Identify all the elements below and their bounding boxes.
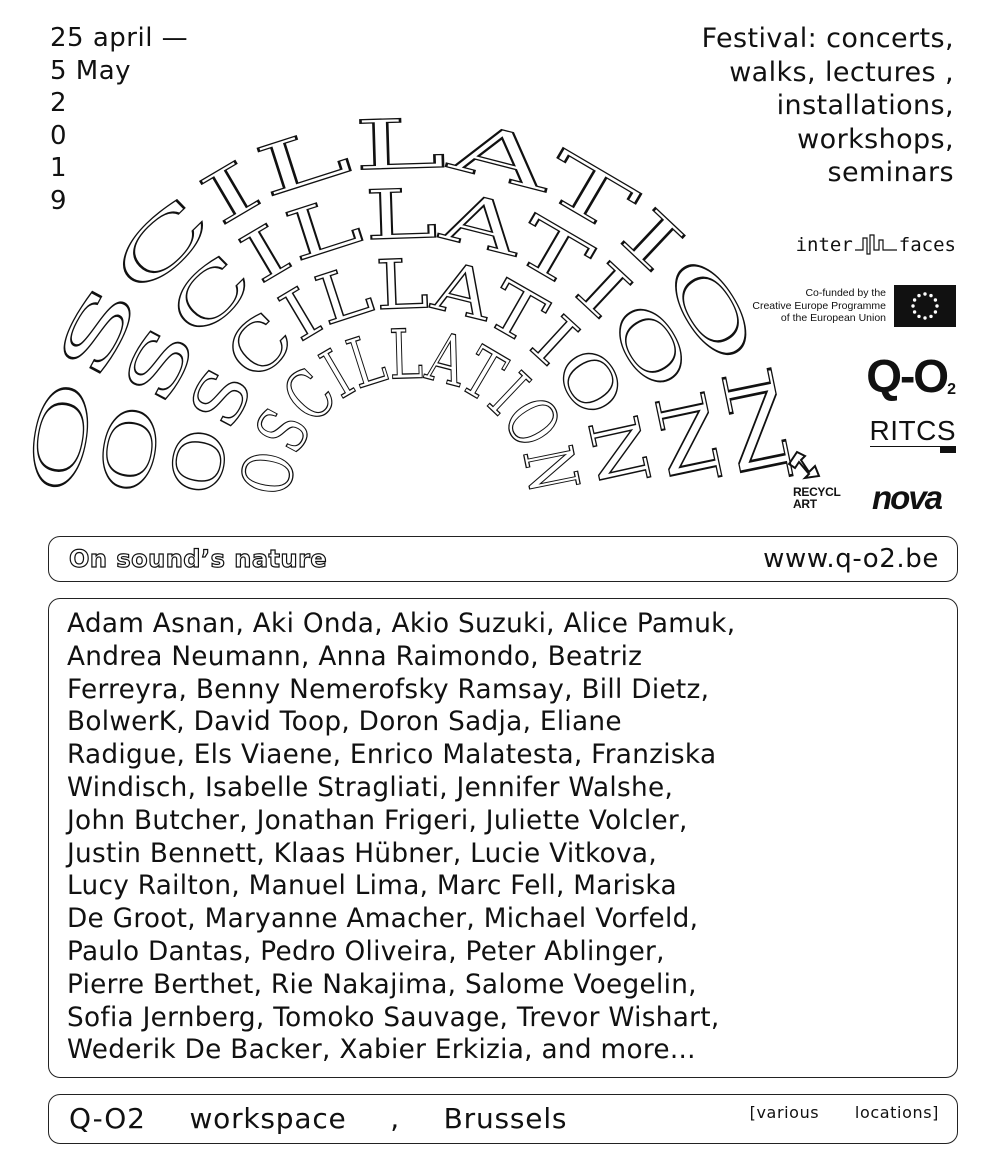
artists-panel: [48, 598, 958, 1078]
artists-line: Paulo Dantas, Pedro Oliveira, Peter Ablinger,: [67, 936, 665, 967]
eu-text-line: Creative Europe Programme: [752, 299, 886, 312]
date-line: 9: [50, 185, 68, 216]
artists-line: Radigue, Els Viaene, Enrico Malatesta, Franziska: [67, 740, 717, 771]
artists-line: Andrea Neumann, Anna Raimondo, Beatriz: [67, 641, 643, 672]
interfaces-left: inter: [795, 234, 853, 256]
waveform-icon: [855, 232, 897, 258]
date-line: 25 april —: [50, 23, 189, 53]
theme-title: On sound’s nature: [69, 545, 328, 573]
theme-bar: [48, 536, 958, 582]
programme-line: workshops,: [797, 123, 954, 155]
programme-line: seminars: [827, 157, 954, 188]
artists-line: Windisch, Isabelle Stragliati, Jennifer Walshe,: [67, 772, 674, 803]
ritcs-logo: [870, 416, 957, 453]
festival-dates: [50, 22, 188, 217]
date-line: 0: [50, 120, 68, 151]
programme-line: Festival: concerts,: [701, 23, 954, 54]
eu-flag-icon: [894, 285, 956, 327]
date-line: 2: [50, 88, 68, 118]
recyclart-line: ART: [793, 497, 817, 511]
venue-text: Q-O2 workspace , Brussels: [69, 1102, 568, 1135]
ritcs-wordmark: RITCS: [869, 415, 956, 446]
qo2-logo-main: Q-O: [866, 350, 948, 402]
qo2-logo: [866, 346, 956, 420]
programme-list: [702, 22, 954, 190]
artists-line: Adam Asnan, Aki Onda, Akio Suzuki, Alice Pamuk,: [67, 609, 736, 639]
artists-line: Pierre Berthet, Rie Nakajima, Salome Voegelin,: [67, 969, 697, 1000]
recyclart-line: RECYCL: [793, 485, 841, 499]
qo2-logo-sub: 2: [947, 381, 956, 398]
artists-line: Ferreyra, Benny Nemerofsky Ramsay, Bill Dietz,: [67, 674, 710, 705]
ritcs-underline: [870, 446, 956, 453]
eu-cofunding-logo: [752, 285, 956, 327]
eu-cofunding-text: [752, 287, 886, 325]
arc-word-3: OSCILLATION: [156, 245, 662, 501]
artists-line: Justin Bennett, Klaas Hübner, Lucie Vitkova,: [67, 838, 657, 869]
eu-text-line: of the European Union: [780, 312, 886, 325]
arc-word-1: OSCILLATION: [14, 106, 794, 501]
interfaces-logo: [796, 232, 956, 258]
venue-bar: [48, 1094, 958, 1144]
artists-line: Lucy Railton, Manuel Lima, Marc Fell, Mariska: [67, 871, 677, 902]
arc-word-4: OSCILLATION: [227, 315, 596, 515]
programme-line: installations,: [776, 90, 954, 121]
arc-word-2: OSCILLATION: [85, 175, 728, 501]
website-link[interactable]: www.q-o2.be: [763, 544, 939, 574]
programme-line: walks, lectures ,: [729, 56, 954, 88]
interfaces-right: faces: [898, 234, 956, 256]
artists-line: BolwerK, David Toop, Doron Sadja, Eliane: [67, 707, 622, 738]
artists-line: Sofia Jernberg, Tomoko Sauvage, Trevor Wishart,: [67, 1002, 720, 1033]
artists-line: Wederik De Backer, Xabier Erkizia, and more...: [67, 1035, 696, 1066]
eu-text-line: Co-funded by the: [805, 287, 886, 300]
artists-line: De Groot, Maryanne Amacher, Michael Vorfeld,: [67, 904, 699, 935]
locations-note: [various locations]: [749, 1103, 939, 1122]
nova-logo: nova: [872, 479, 942, 516]
date-line: 1: [50, 153, 68, 183]
recyclart-text: [793, 486, 841, 510]
recyclart-logo: [783, 450, 841, 510]
artists-line: John Butcher, Jonathan Frigeri, Juliette Volcler,: [67, 805, 688, 836]
artists-list: [67, 608, 947, 1067]
date-line: 5 May: [50, 55, 132, 86]
recycle-arrow-icon: [783, 450, 823, 482]
